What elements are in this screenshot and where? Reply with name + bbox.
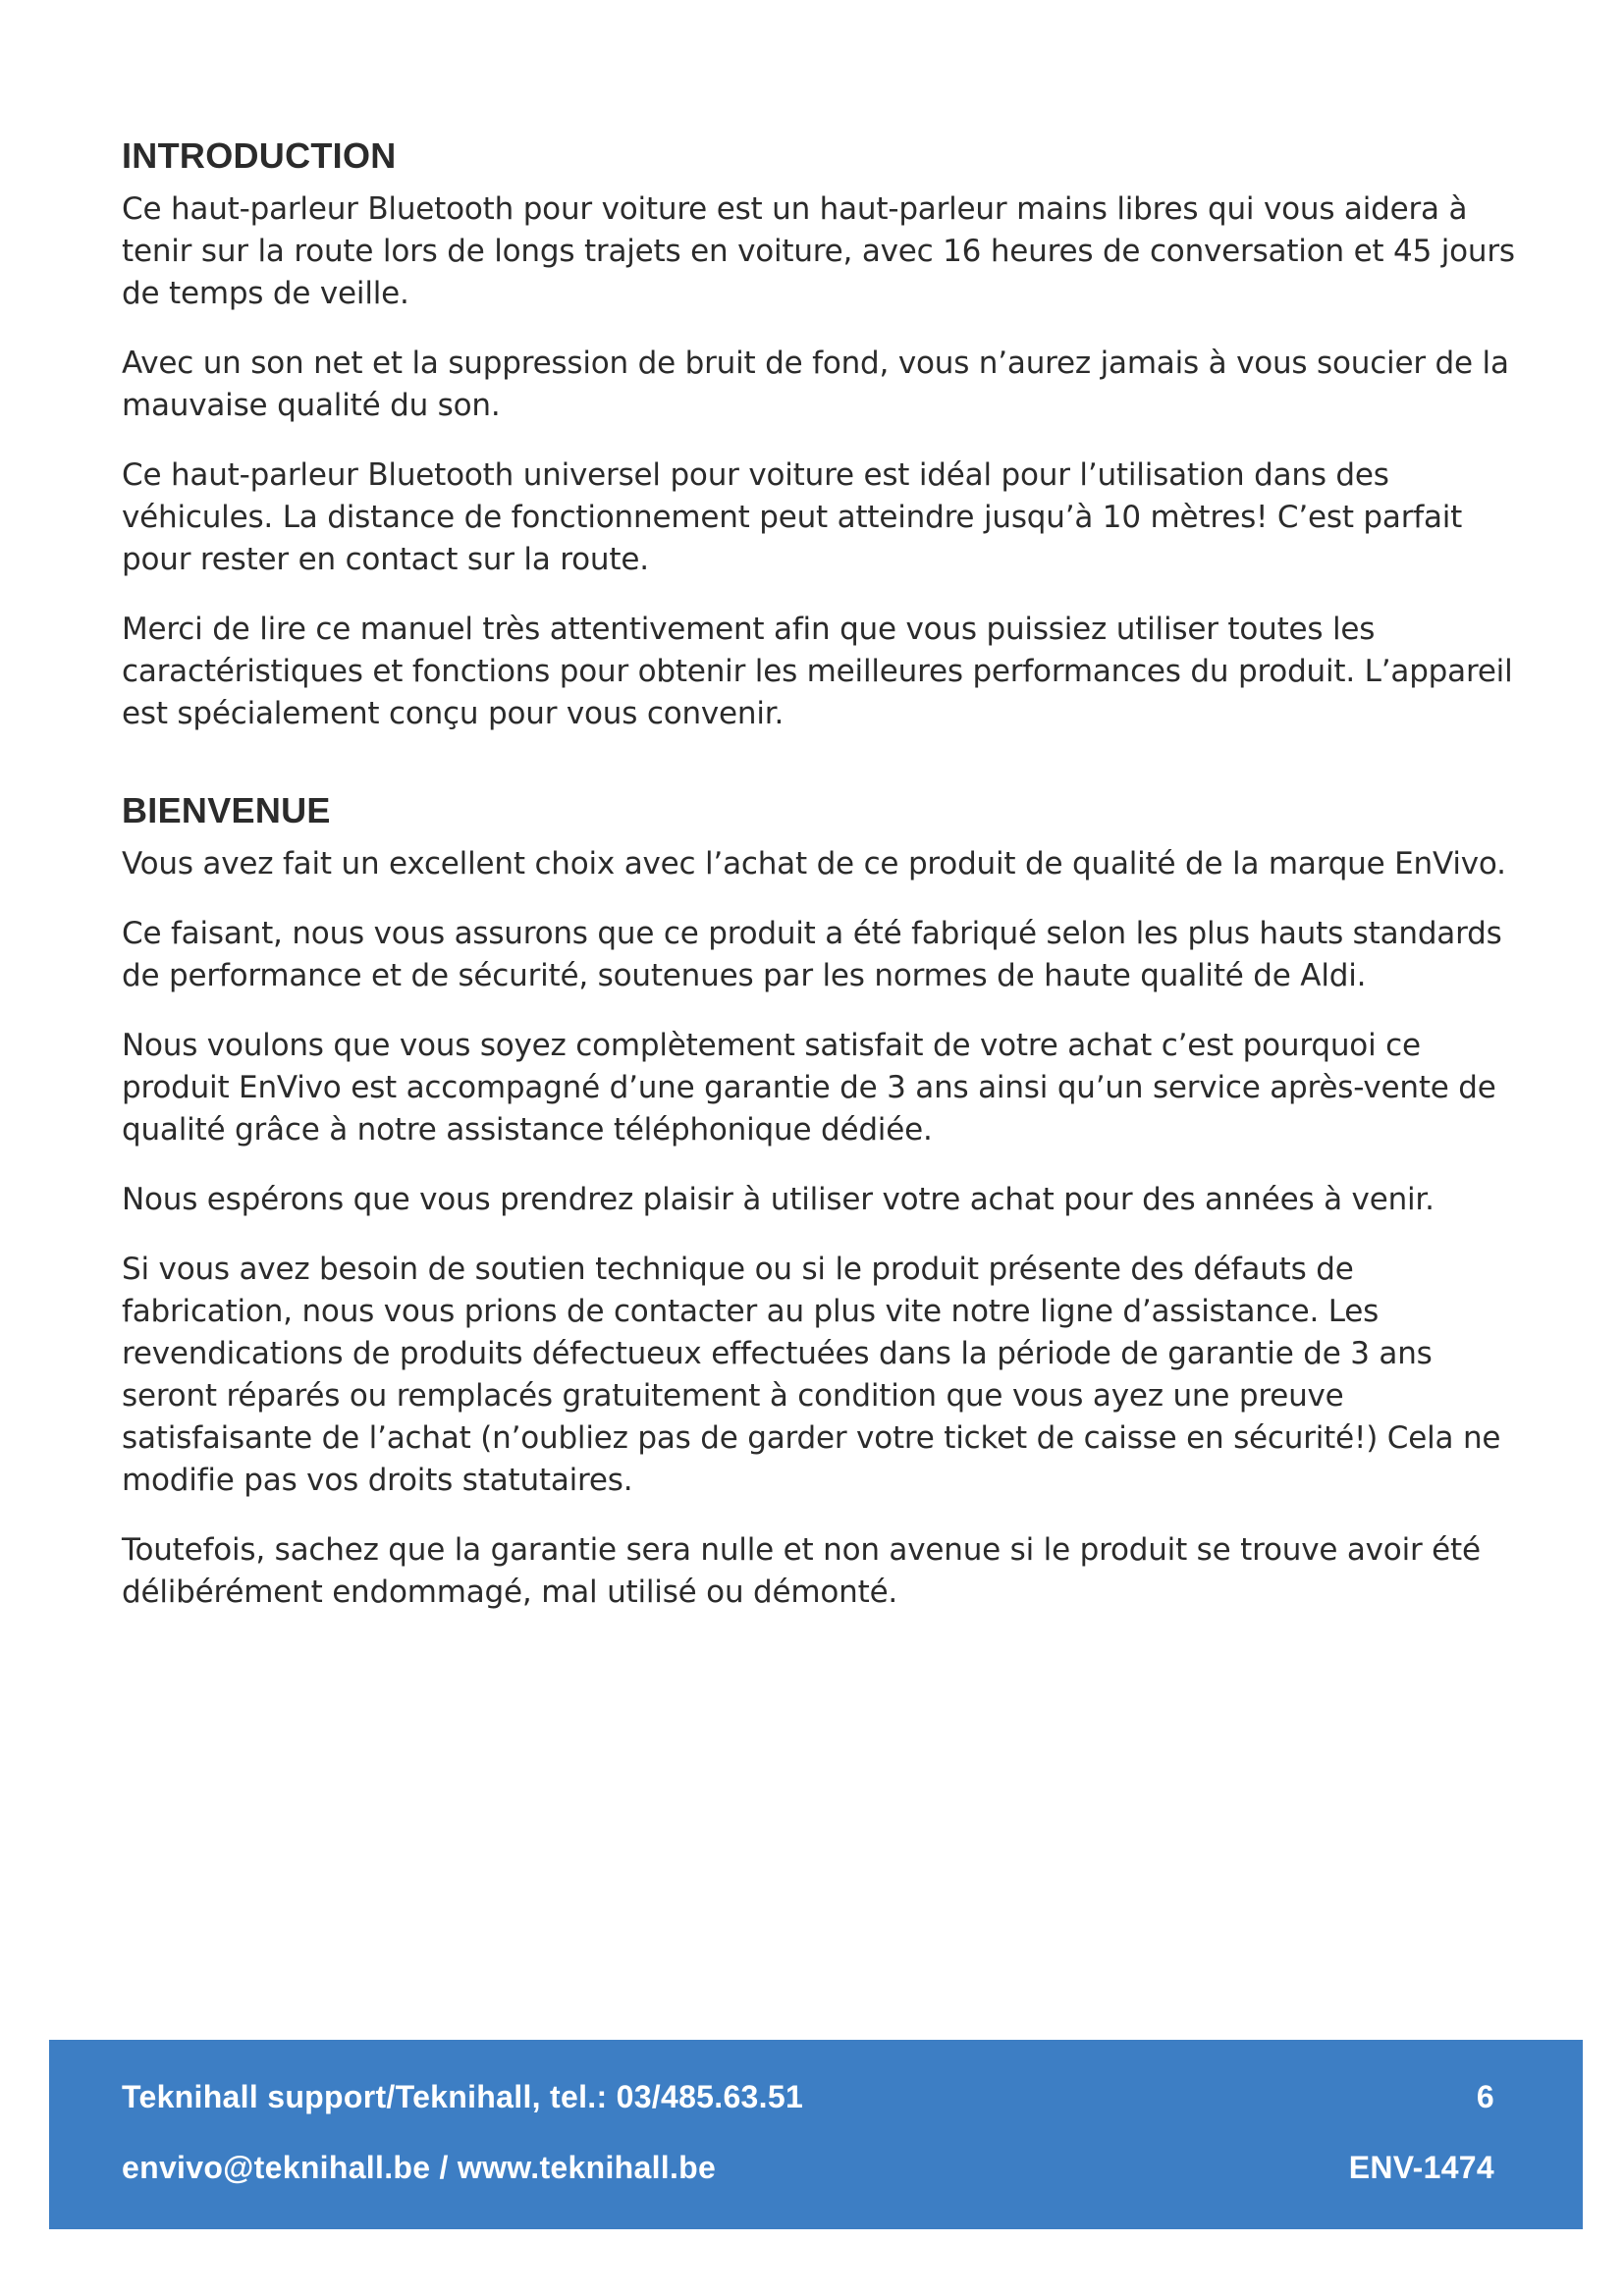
bienvenue-paragraph: Si vous avez besoin de soutien technique ou si le produit présente des défauts de fabrication, nous vous prions de contacter au plus vite notre ligne d’assistance. Les revendications de produits défectueux effectuées dans la période de garantie de 3 ans seront réparés ou remplacés gratuitement à condition que vous ayez une preuve satisfaisante de l’achat (n’oubliez pas de garder votre ticket de caisse en sécurité!) Cela ne modifie pas vos droits statutaires.: [122, 1252, 1501, 1498]
bienvenue-section: [122, 790, 1516, 1614]
bienvenue-paragraph: Vous avez fait un excellent choix avec l’achat de ce produit de qualité de la marque EnVivo.: [122, 846, 1506, 881]
introduction-paragraph: Ce haut-parleur Bluetooth universel pour voiture est idéal pour l’utilisation dans des véhicules. La distance de fonctionnement peut atteindre jusqu’à 10 mètres! C’est parfait pour rester en contact sur la route.: [122, 457, 1463, 577]
introduction-title: INTRODUCTION: [122, 135, 397, 176]
model-number: ENV-1474: [1348, 2150, 1494, 2185]
bienvenue-title: BIENVENUE: [122, 790, 331, 830]
introduction-paragraph: Ce haut-parleur Bluetooth pour voiture est un haut-parleur mains libres qui vous aidera à tenir sur la route lors de longs trajets en voiture, avec 16 heures de conversation et 45 jours de temps de veille.: [122, 191, 1515, 311]
bienvenue-paragraph: Nous espérons que vous prendrez plaisir à utiliser votre achat pour des années à venir.: [122, 1182, 1435, 1217]
footer-contact-text: envivo@teknihall.be / www.teknihall.be: [122, 2150, 717, 2185]
bienvenue-paragraph: Nous voulons que vous soyez complètement satisfait de votre achat c’est pourquoi ce produit EnVivo est accompagné d’une garantie de 3 ans ainsi qu’un service après-vente de qualité grâce à notre assistance téléphonique dédiée.: [122, 1028, 1496, 1148]
bienvenue-paragraph: Ce faisant, nous vous assurons que ce produit a été fabriqué selon les plus hauts standards de performance et de sécurité, soutenues par les normes de haute qualité de Aldi.: [122, 916, 1502, 993]
footer-bar: [49, 2040, 1583, 2229]
page-content: [122, 135, 1516, 1641]
footer-support-text: Teknihall support/Teknihall, tel.: 03/485.63.51: [122, 2079, 804, 2114]
introduction-paragraph: Avec un son net et la suppression de bruit de fond, vous n’aurez jamais à vous soucier de la mauvaise qualité du son.: [122, 346, 1509, 423]
introduction-paragraph: Merci de lire ce manuel très attentivement afin que vous puissiez utiliser toutes les caractéristiques et fonctions pour obtenir les meilleures performances du produit. L’appareil est spécialement conçu pour vous convenir.: [122, 612, 1513, 731]
bienvenue-paragraph: Toutefois, sachez que la garantie sera nulle et non avenue si le produit se trouve avoir été délibérément endommagé, mal utilisé ou démonté.: [122, 1532, 1481, 1610]
page-number: 6: [1476, 2079, 1494, 2114]
introduction-section: [122, 135, 1516, 735]
